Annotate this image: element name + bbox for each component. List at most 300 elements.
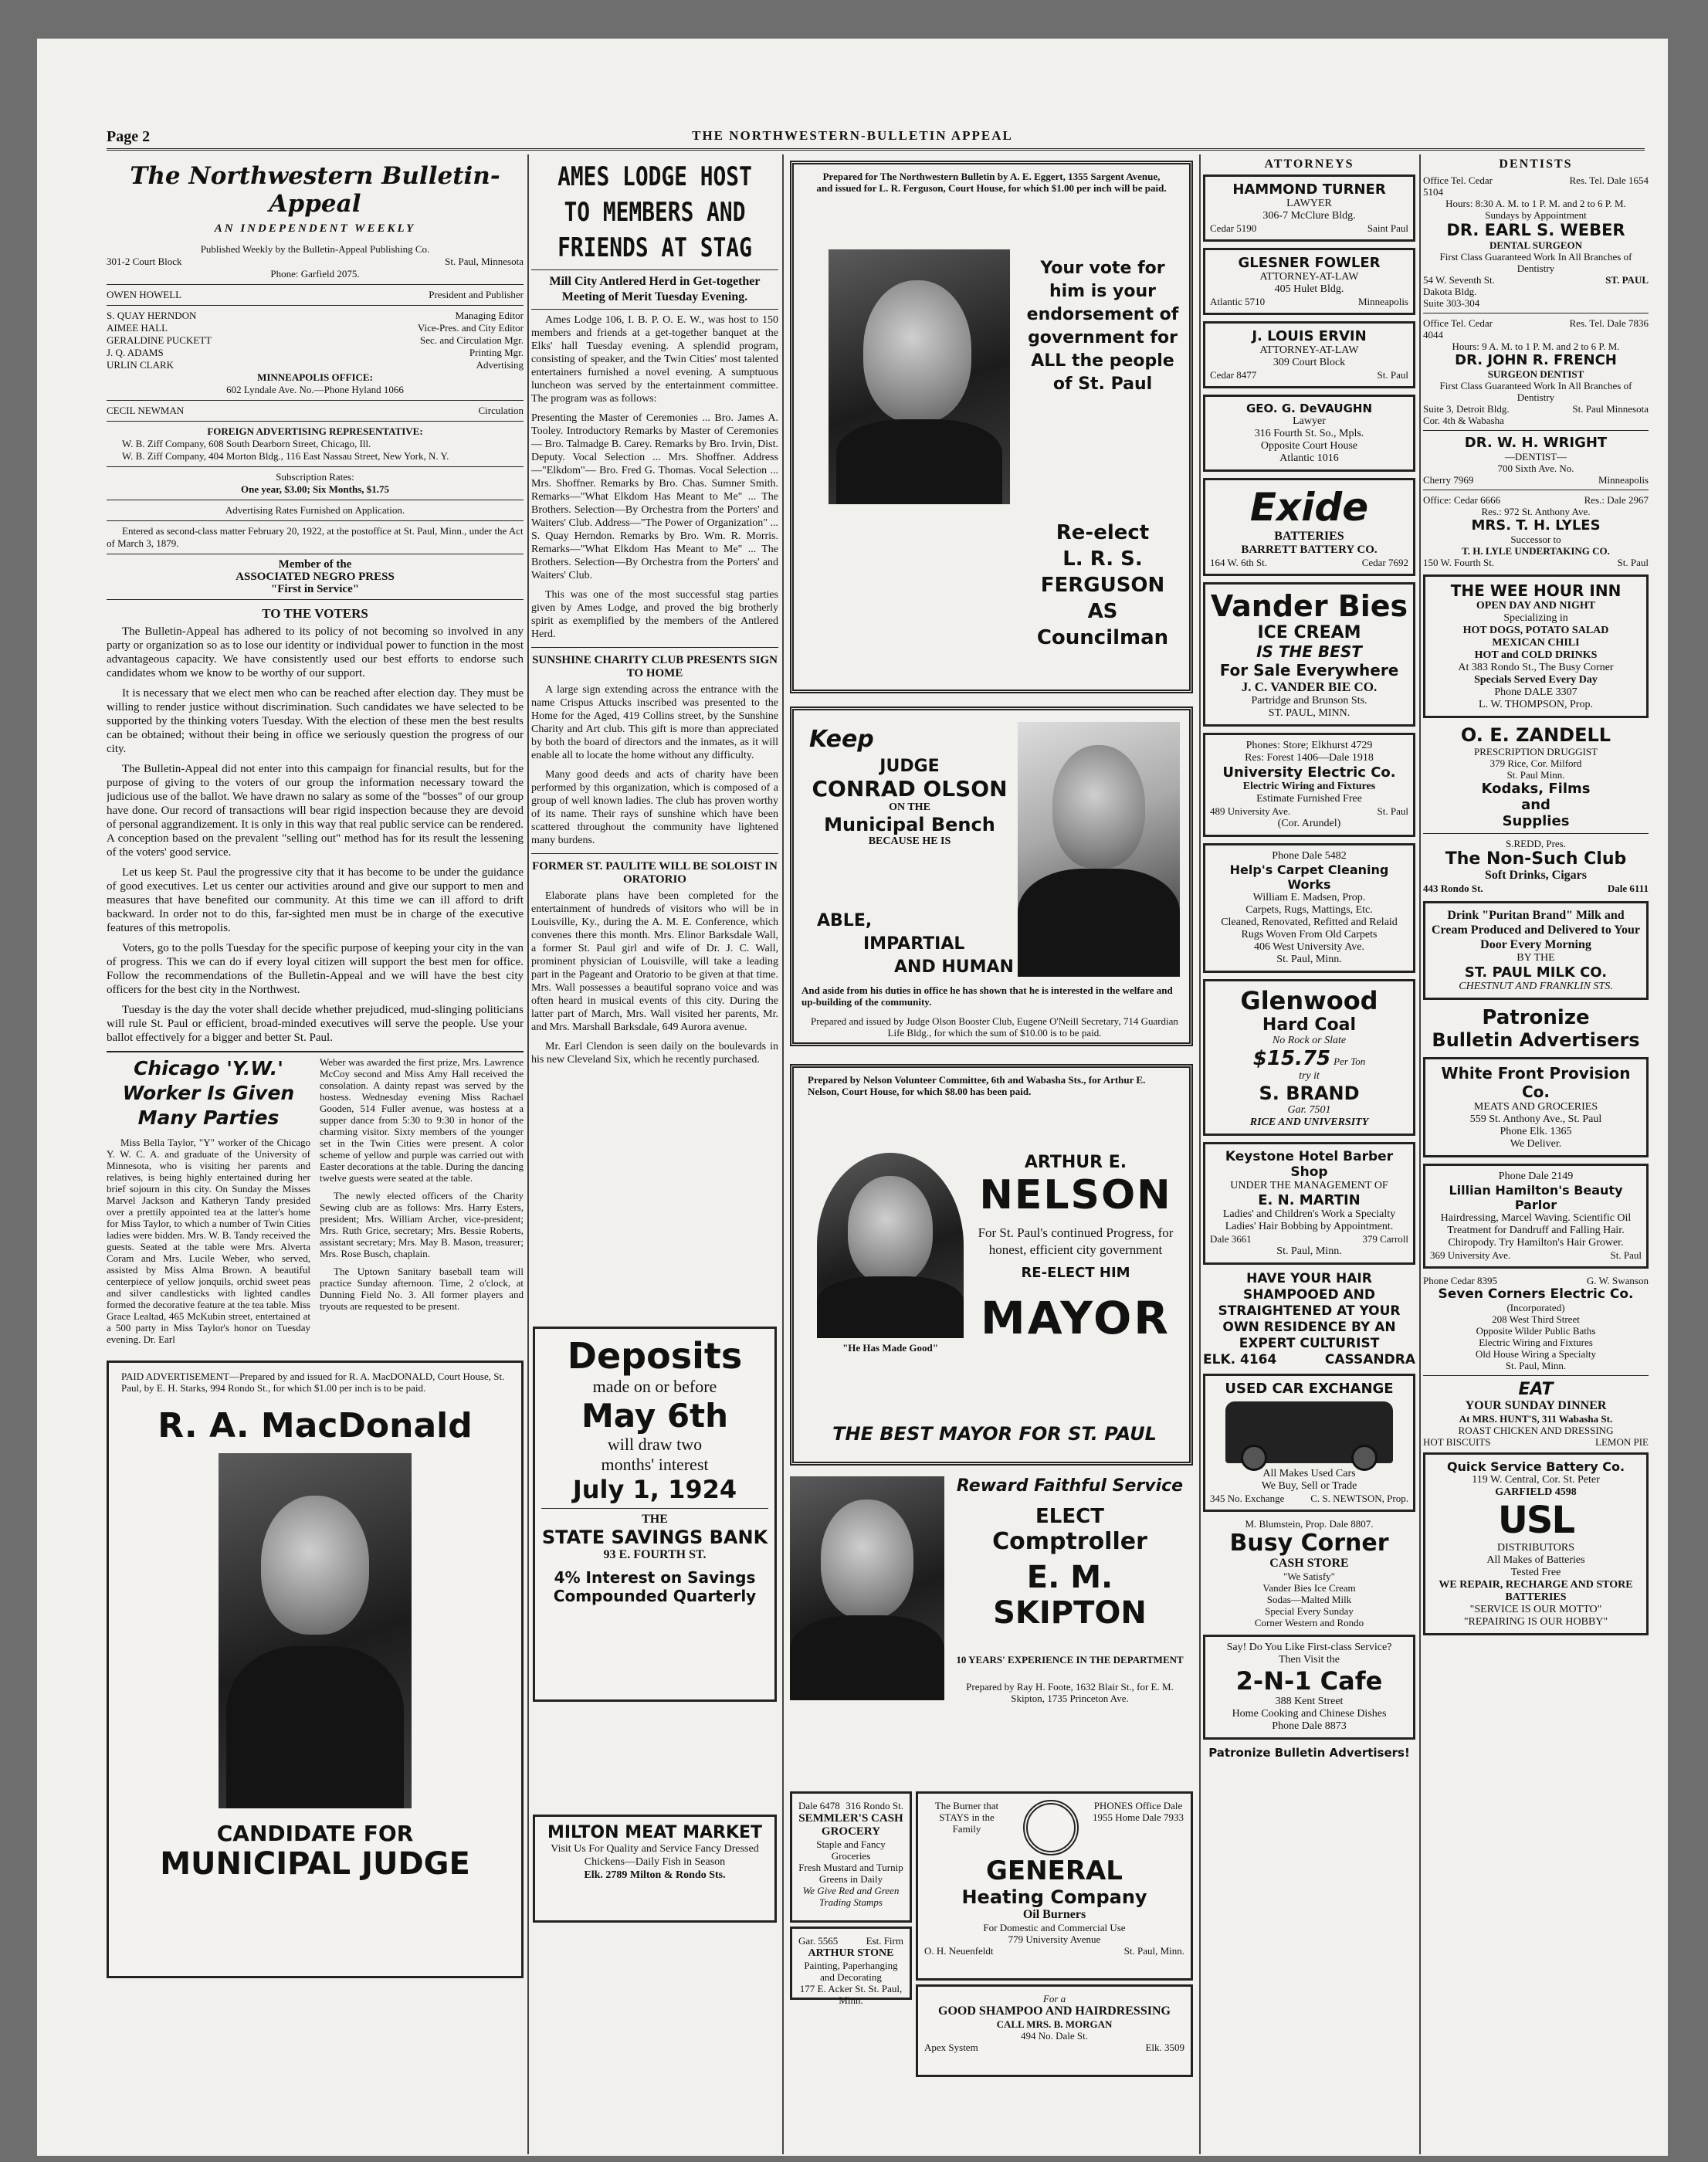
text-line: BARRETT BATTERY CO. [1241,544,1378,556]
office-city: St. Paul, Minnesota [445,256,524,267]
quality-2: IMPARTIAL [863,934,965,954]
olson-ad [790,707,1193,1046]
text-line: "We Satisfy" [1283,1571,1335,1582]
nelson-quote: "He Has Made Good" [842,1342,938,1354]
text-line: WE REPAIR, RECHARGE AND STORE BATTERIES [1439,1579,1633,1603]
text-line: Hairdressing, Marcel Waving. Scientific Oil Treatment for Dandruff and Falling Hair. Chiropody. Try Hamilton's Hair Grower. [1440,1212,1632,1249]
bank-ad [533,1327,777,1702]
text-line: 494 No. Dale St. [1020,2030,1089,2042]
oratorio-paragraph: Mr. Earl Clendon is seen daily on the boulevards in his new Cleveland Six, which he recently purchased. [531,1041,778,1066]
re-elect: Re-elect [1056,521,1150,544]
text-line: ELK. 4164 [1203,1352,1277,1367]
text-line: "REPAIRING IS OUR HOBBY" [1463,1616,1608,1628]
text-line: Vander Bies [1210,589,1408,623]
text-line: Phones: Store; Elkhurst 4729 [1245,740,1373,751]
text-line: Tested Free [1510,1567,1561,1578]
olson-photo [1018,722,1180,977]
text-line: 119 W. Central, Cor. St. Peter [1472,1474,1600,1486]
text-line: GEO. G. DeVAUGHN [1245,402,1373,415]
exide-ad [1203,478,1415,576]
stone-name: ARTHUR STONE [808,1947,894,1959]
text-line: We Buy, Sell or Trade [1261,1480,1357,1492]
text-line: Phone DALE 3307 [1494,686,1578,698]
staff-name: URLIN CLARK [107,359,175,371]
text-line: Lawyer [1293,415,1326,427]
text-line: Staple and Fancy Groceries [816,1838,886,1862]
text-line: St. Paul [1377,369,1408,381]
text-line: Cor. 4th & Wabasha [1423,415,1504,426]
yw-headline: Chicago 'Y.W.' Worker Is Given Many Parties [122,1057,295,1129]
milton-meat-ad [533,1815,777,1923]
text-line: DR. EARL S. WEBER [1446,221,1625,239]
text-line: No Rock or Slate [1272,1035,1347,1046]
nonsuch-ad [1423,838,1649,895]
staff-role: President and Publisher [429,289,524,300]
text-line: try it [1299,1070,1320,1082]
text-line: Busy Corner [1229,1530,1389,1557]
text-line: L. W. THOMPSON, Prop. [1479,699,1593,710]
text-line: S. BRAND [1259,1083,1360,1104]
text-line: Dakota Bldg. [1423,286,1477,297]
ferguson-name: L. R. S. FERGUSON [1040,547,1165,597]
semmler-name: SEMMLER'S CASH GROCERY [798,1812,903,1838]
subscription-heading: Subscription Rates: [276,471,354,483]
usl-logo: USL [1497,1499,1574,1542]
text-line: J. C. VANDER BIE CO. [1241,679,1378,694]
column-rule [1199,154,1201,2154]
text-line: IS THE BEST [1256,642,1362,661]
yw-paragraph: The Uptown Sanitary baseball team will practice Sunday afternoon. Time, 2 o'clock, at Dunning Field No. 3. All former players and tryouts are requested to be present. [320,1266,524,1312]
text-line: DR. JOHN R. FRENCH [1455,352,1617,368]
semmler-ad [790,1791,912,1923]
yw-article [107,1056,524,1351]
oratorio-headline: FORMER ST. PAULITE WILL BE SOLOIST IN ORATORIO [532,860,778,886]
text-line: ST. PAUL [1605,274,1649,286]
text-line: William E. Madsen, Prop. [1252,892,1366,903]
sunshine-headline: SUNSHINE CHARITY CLUB PRESENTS SIGN TO HOME [532,654,778,679]
skipton-photo [790,1476,944,1700]
attorney-card [1203,175,1415,242]
text-line: 164 W. 6th St. [1210,557,1268,568]
editorial-paragraph: It is necessary that we elect men who can be reached after election day. They must be willing to render justice without discrimination. Such candidates we have selected to be supported by the thinking voters Tuesday. With the election of these men the best results can be obtained; without their being in office we seriously question the progress of our city. [107,687,524,755]
text-line: Phone Elk. 1365 [1500,1126,1572,1137]
text-line: 345 No. Exchange [1210,1493,1285,1504]
text-line: First Class Guaranteed Work In All Branches of Dentistry [1439,380,1632,403]
text-line: Electric Wiring and Fixtures [1242,781,1376,792]
text-line: MEATS AND GROCERIES [1473,1101,1598,1113]
office-phone: Phone: Garfield 2075. [270,268,360,280]
vanderbies-ad [1203,582,1415,727]
text-line: Estimate Furnished Free [1256,793,1362,805]
staff-name: AIMEE HALL [107,322,168,334]
text-line: Soft Drinks, Cigars [1484,869,1587,882]
running-title: THE NORTHWESTERN-BULLETIN APPEAL [692,128,1013,143]
bank-date-2: July 1, 1924 [572,1475,737,1504]
text-line: Atlantic 1016 [1279,452,1339,464]
editorial-paragraph: Voters, go to the polls Tuesday for the specific purpose of keeping your city in the van of progress. This we can do if every loyal citizen will support the best men for office. Follow the recommendations of the Bulletin-Appeal and we will have the best city officers for the best city in the Northwest. [107,942,524,996]
text-line: E. N. MARTIN [1258,1192,1361,1208]
text-line: All Makes of Batteries [1486,1554,1585,1566]
newspaper-page [37,39,1668,2156]
oratorio-paragraph: Elaborate plans have been completed for the entertainment of hundreds of visitors who will be in Louisville, Ky., during the A. M. E. Conference, which convenes there this month. Mrs. Elinor Barksdale Wall, a former St. Paul girl and wife of Dr. J. C. Wall, prominent physician of Louisville, will take a leading part in the Pageant and Oratorio to be given at that time. Mrs. Wall possesses a beautiful soprano voice and was often heard in musical events of this city. During the latter part of March, Mrs. Wall visited her parents, Mr. and Mrs. Marshall Barksdale, 649 Aurora avenue. [531,890,778,1033]
text-line: Dale 6478 [798,1800,840,1811]
keystone-ad [1203,1142,1415,1265]
text-line: CASH STORE [1269,1557,1349,1570]
column-5 [1423,154,1649,2156]
text-line: Painting, Paperhanging and Decorating [804,1960,898,1983]
text-line: Electric Wiring and Fixtures [1479,1337,1593,1348]
bank-address: 93 E. FOURTH ST. [603,1548,707,1561]
text-line: The Burner that STAYS in the Family [934,1800,999,1835]
subscription-rates: One year, $3.00; Six Months, $1.75 [241,483,389,495]
nelson-slogan: For St. Paul's continued Progress, for honest, efficient city government [978,1225,1174,1257]
text-line: Ladies' and Children's Work a Specialty [1222,1208,1396,1220]
ferguson-callout [1025,520,1180,651]
text-line: St. Paul Minnesota [1572,403,1649,415]
text-line: Successor to [1510,534,1561,545]
text-line: The Non-Such Club [1445,849,1627,869]
yw-paragraph: Weber was awarded the first prize, Mrs. Lawrence McCoy second and Miss Amy Hall received the consolation. A dainty repast was served by the hostess. Wednesday evening Miss Rachael Gooden, 514 Fuller avenue, was hostess at a supper dance from 5:30 to 9:30 in honor of the charming visitor. Sixty members of the younger set in the Twin Cities were present. A color scheme of yellow and purple was carried out with Easter decorations at the table. During the dancing twelve guests were seated at the table. [320,1056,524,1184]
ames-program: Presenting the Master of Ceremonies ... Bro. James A. Tooley. Introductory Remarks by Master of Ceremonies— Bro. Talmadge B. Carey. Remarks by Bro. Irvin, Dist. Deputy. Vocal Selection ... Mrs. Shoffner. Address—"Elkdom"— Bro. Fred G. Thomas. Vocal Selection ... Mrs. Shoffner. Remarks by Bro. Chas. Sumner Smith. Remarks—"What Elkdom Has Meant to Me" ... The Brothers. Selection—By Orchestra from the Porters' and Waiters' Club. Address—"The Power of Organization" ... S. Quay Herndon. Remarks by Bro. Wm. R. Morris. Remarks—"What Elkdom Has Meant to Me" ... The Brothers. Selection—By Orchestra from the Porters' and Waiters' Club. [531,412,778,581]
candidate-name: R. A. MacDonald [158,1406,473,1445]
entered-notice: Entered as second-class matter February 20, 1922, at the postoffice at St. Paul, Minn., under the Act of March 3, 1879. [107,525,524,549]
ames-paragraph: This was one of the most successful stag parties given by Ames Lodge, and proved the big brotherly spirit as exemplified by the members of the Antlered Herd. [531,589,778,640]
lillian-ad [1423,1164,1649,1269]
text-line: ST. PAUL, MINN. [1268,707,1350,719]
paid-notice: Prepared and issued by Judge Olson Booster Club, Eugene O'Neill Secretary, 714 Guardian Life Bldg., for which the sum of $10.00 is to be paid. [811,1015,1178,1039]
text-line: 443 Rondo St. [1423,883,1483,894]
column-rule [782,154,784,2154]
quality-3: AND HUMAN [894,957,1014,977]
text-line: CHESTNUT AND FRANKLIN STS. [1459,981,1613,992]
bank-interest-2: Compounded Quarterly [553,1587,757,1605]
general-name: GENERAL [986,1855,1123,1886]
text-line: Lillian Hamilton's Beauty Parlor [1449,1183,1623,1212]
candidate-office: MUNICIPAL JUDGE [160,1846,470,1882]
milton-address: Elk. 2789 Milton & Rondo Sts. [584,1869,726,1881]
text-line: Cedar 8477 [1210,369,1257,381]
masthead-tagline: AN INDEPENDENT WEEKLY [214,222,416,235]
attorney-card [1203,248,1415,315]
text-line: "SERVICE IS OUR MOTTO" [1469,1604,1602,1615]
text-line: DENTAL SURGEON [1489,239,1583,251]
text-line: MRS. T. H. LYLES [1471,517,1601,534]
staff-name: OWEN HOWELL [107,289,182,300]
masthead: The Northwestern Bulletin-Appeal [130,162,500,218]
seven-corners-ad [1423,1275,1649,1371]
olson-aside: And aside from his duties in office he has shown that he is interested in the welfare and up-building of the community. [801,984,1173,1008]
on-the: ON THE [889,801,930,813]
shampoo-ad [916,1984,1193,2077]
candidate-photo [219,1453,412,1808]
milton-name: MILTON MEAT MARKET [547,1823,763,1842]
text-line: Home Cooking and Chinese Dishes [1232,1708,1387,1720]
text-line: O. H. Neuenfeldt [924,1945,994,1957]
busy-corner-ad [1203,1518,1415,1628]
member-of: Member of the [278,558,352,571]
text-line: Specializing in [1503,612,1568,624]
skipton-tagline: Reward Faithful Service [956,1476,1184,1496]
text-line: 489 University Ave. [1210,805,1291,817]
staff-row [107,359,524,371]
text-line: Keystone Hotel Barber Shop [1225,1149,1394,1180]
text-line: Atlantic 5710 [1210,296,1266,307]
staff-name: GERALDINE PUCKETT [107,334,212,346]
text-line: Oil Burners [1022,1908,1086,1921]
milk-ad [1423,901,1649,1000]
weber-ad [1423,175,1649,309]
text-line: St. Paul, Minn. [1505,1360,1567,1371]
staff-row [107,289,524,301]
stone-ad [790,1926,912,2006]
text-line: Dale 6111 [1607,883,1649,894]
keep-label: Keep [809,726,874,753]
attorneys-heading: ATTORNEYS [1264,158,1354,171]
text-line: CALL MRS. B. MORGAN [996,2018,1113,2030]
wee-hour-inn-ad [1423,574,1649,718]
text-line: S.REDD, Pres. [1505,838,1566,849]
text-line: Seven Corners Electric Co. [1438,1286,1634,1302]
comptroller-label: Comptroller [992,1528,1147,1555]
text-line: YOUR SUNDAY DINNER [1465,1399,1607,1412]
text-line: At MRS. HUNT'S, 311 Wabasha St. [1459,1413,1613,1425]
text-line: PRESCRIPTION DRUGGIST [1474,746,1598,757]
text-line: We Deliver. [1510,1138,1562,1150]
text-line: Phone Cedar 8395 [1423,1275,1498,1286]
staff-role: Vice-Pres. and City Editor [417,322,524,334]
text-line: 559 St. Anthony Ave., St. Paul [1469,1113,1602,1125]
ames-subhead: Mill City Antlered Herd in Get-together Meeting of Merit Tuesday Evening. [549,275,761,303]
text-line: DR. W. H. WRIGHT [1464,435,1608,451]
text-line: Opposite Wilder Public Baths [1476,1325,1596,1337]
text-line: St. Paul [1617,557,1649,568]
column-4 [1203,154,1415,2156]
skipton-experience: 10 YEARS' EXPERIENCE IN THE DEPARTMENT [956,1654,1184,1666]
text-line: Apex System [924,2042,978,2053]
paid-notice: Prepared for The Northwestern Bulletin by A. E. Eggert, 1355 Sargent Avenue, and issued for L. R. Ferguson, Court House, for which $1.00 per inch will be paid. [816,171,1167,194]
attorney-card [1203,321,1415,388]
nelson-ad [790,1064,1193,1466]
text-line: LEMON PIE [1595,1436,1649,1448]
text-line: 54 W. Seventh St. [1423,274,1495,286]
staff-row [107,334,524,347]
page-header [37,39,1668,154]
publisher-line: Published Weekly by the Bulletin-Appeal Publishing Co. [200,243,430,255]
text-line: USED CAR EXCHANGE [1225,1381,1394,1397]
text-line: ROAST CHICKEN AND DRESSING [1458,1425,1614,1436]
text-line: OPEN DAY AND NIGHT [1476,600,1596,612]
text-line: All Makes Used Cars [1262,1468,1356,1479]
text-line: DISTRIBUTORS [1496,1542,1575,1554]
text-line: Suite 303-304 [1423,297,1480,309]
skipton-name: E. M. SKIPTON [993,1560,1147,1631]
text-line: Dale 3661 [1210,1233,1252,1245]
text-line: Res.: Dale 2967 [1584,494,1649,506]
text-line: We Give Red and Green Trading Stamps [802,1885,900,1908]
bank-the: THE [642,1513,668,1526]
text-line: Phone Dale 2149 [1498,1171,1574,1182]
editorial-paragraph: Tuesday is the day the voter shall decide whether prejudiced, mud-slinging politicians will rule St. Paul or efficient, broad-minded executives will serve the people. Use your ballot effectively for a bigger and better St. Paul. [107,1004,524,1044]
french-ad [1423,317,1649,426]
text-line: 316 Fourth St. So., Mpls. [1254,428,1364,439]
white-front-ad [1423,1057,1649,1157]
header-rule [107,148,1645,151]
eat-ad [1423,1380,1649,1448]
text-line: Hours: 9 A. M. to 1 P. M. and 2 to 6 P. M. [1452,341,1620,352]
text-line: Corner Western and Rondo [1254,1617,1364,1628]
foreign-rep-1: W. B. Ziff Company, 608 South Dearborn Street, Chicago, Ill. [122,438,371,449]
nelson-tagline: THE BEST MAYOR FOR ST. PAUL [832,1423,1157,1445]
text-line: (Incorporated) [1506,1302,1565,1313]
spiral-icon [1023,1800,1079,1855]
nelson-first: ARTHUR E. [1024,1153,1127,1172]
ferguson-slogan: Your vote for him is your endorsement of government for ALL the people of St. Paul [1026,259,1179,394]
text-line: Hard Coal [1262,1015,1357,1035]
text-line: Saint Paul [1367,222,1408,234]
text-line: Special Every Sunday [1265,1605,1354,1617]
text-line: J. LOUIS ERVIN [1252,328,1367,344]
text-line: First Class Guaranteed Work In All Branches of Dentistry [1439,251,1632,274]
text-line: ATTORNEY-AT-LAW [1259,271,1359,283]
text-line: —DENTIST— [1504,451,1567,463]
skipton-ad [790,1476,1193,1785]
page-number: Page 2 [107,128,151,145]
column-rule [1419,154,1421,2154]
editorial-headline: TO THE VOTERS [262,606,368,621]
text-line: HOT and COLD DRINKS [1474,649,1598,661]
patronize-heading-2: Bulletin Advertisers [1432,1029,1640,1051]
text-line: Quick Service Battery Co. [1446,1459,1625,1474]
glenwood-ad [1203,979,1415,1136]
bank-date: May 6th [581,1397,729,1435]
text-line: Supplies [1502,813,1570,829]
text-line: Partridge and Brunson Sts. [1251,695,1367,707]
advertising-rates: Advertising Rates Furnished on Application. [225,504,405,516]
text-line: Res: Forest 1406—Dale 1918 [1245,752,1374,764]
bank-headline: Deposits [567,1335,743,1377]
text-line: St. Paul, Minn. [1123,1945,1184,1957]
ames-paragraph: Ames Lodge 106, I. B. P. O. E. W., was host to 150 members and friends at a get-together banquet at the Elks' hall Tuesday evening. A splendid program, consisting of speaker, and the Twin Cities' most talented entertainers furnished a novel evening. A sumptuous luncheon was served by the entertainment committee. The program was as follows: [531,314,778,405]
text-line: 309 Court Block [1273,357,1346,368]
staff-role: Printing Mgr. [469,347,524,358]
text-line: Glenwood [1240,986,1378,1015]
text-line: Office Tel. Cedar 4044 [1423,317,1493,341]
column-1 [107,154,524,2156]
staff-role: Advertising [476,359,524,371]
text-line: For a [1042,1993,1066,2004]
general-name-2: Heating Company [961,1886,1147,1908]
text-line: ATTORNEY-AT-LAW [1259,344,1359,356]
text-line: Sodas—Malted Milk [1266,1594,1352,1605]
text-line: ICE CREAM [1257,623,1361,642]
text-line: Carpets, Rugs, Mattings, Etc. [1245,904,1373,916]
text-line: 379 Carroll [1362,1233,1408,1245]
paid-notice: Prepared by Nelson Volunteer Committee, 6th and Wabasha Sts., for Arthur E. Nelson, Court House, for which $8.00 has been paid. [808,1074,1146,1097]
ferguson-office: Councilman [1036,626,1169,649]
paid-notice: Prepared by Ray H. Foote, 1632 Blair St., for E. M. Skipton, 1735 Princeton Ave. [966,1681,1174,1704]
editorial-paragraph: The Bulletin-Appeal did not enter into this campaign for financial results, but for the purpose of giving to the voters of our group the information necessary toward the judicious use of the ballot. We have drawn no salary as some of the "bosses" of our group have done. Our record of transactions will bear rigid inspection because they are devoid of personal aggrandizement. It is only in this way that real public service can be rendered. A conception based on the prevalent "selling out" method has for its result the lessening of the voters' good service. [107,763,524,859]
shampoo-headline: GOOD SHAMPOO AND HAIRDRESSING [938,2004,1171,2018]
text-line: 2-N-1 Cafe [1235,1666,1383,1696]
text-line: CASSANDRA [1324,1352,1415,1367]
editorial-paragraph: The Bulletin-Appeal has adhered to its policy of not becoming so involved in any party or organization so as to lose our identity or individual power to function in the most advantageous capacity. We have consistently used our best efforts to endorse such candidates whom we know to be worthy of our support. [107,625,524,679]
text-line: Res. Tel. Dale 1654 [1569,175,1649,186]
text-line: C. S. NEWTSON, Prop. [1310,1493,1408,1504]
text-line: Minneapolis [1358,296,1408,307]
patronize-footer: Patronize Bulletin Advertisers! [1208,1746,1410,1760]
text-line: Gar. 7501 [1287,1104,1331,1116]
re-elect-him: RE-ELECT HIM [1021,1265,1130,1281]
text-line: Per Ton [1334,1056,1366,1067]
text-line: GLESNER FOWLER [1238,255,1381,271]
column-2 [531,154,778,1320]
yw-paragraph: The newly elected officers of the Charity Sewing club are as follows: Mrs. Harry Esters, president; Mrs. William Archer, vice-president; Mrs. Ruth Grice, secretary; Mrs. Bessie Roberts, assistant secretary; Mrs. May B. Mason, treasurer; Mrs. Rose Busch, chaplain. [320,1190,524,1259]
dentists-heading: DENTISTS [1499,158,1573,171]
text-line: St. Paul, Minn. [1276,954,1342,965]
text-line: GARFIELD 4598 [1495,1486,1577,1498]
text-line: (Cor. Arundel) [1277,818,1341,829]
staff-row [107,347,524,359]
text-line: SURGEON DENTIST [1487,368,1584,380]
car-icon [1225,1401,1393,1463]
text-line: Cedar 7692 [1361,557,1408,568]
text-line: 316 Rondo St. [846,1800,903,1811]
text-line: Opposite Court House [1260,440,1358,452]
text-line: Kodaks, Films [1481,781,1591,797]
text-line: UNDER THE MANAGEMENT OF [1230,1180,1388,1191]
text-line: 369 University Ave. [1430,1249,1511,1261]
zandell-ad [1423,724,1649,829]
text-line: MEXICAN CHILI [1492,637,1580,649]
sunshine-paragraph: Many good deeds and acts of charity have been performed by this organization, which is composed of a group of well known ladies. The club has proven worthy of its name. Their rays of sunshine which have been scattered throughout the community have lightened many burdens. [531,769,778,846]
text-line: For Sale Everywhere [1219,661,1399,679]
as-label: AS [1087,600,1118,623]
staff-name: S. QUAY HERNDON [107,310,197,321]
text-line: 405 Hulet Bldg. [1274,283,1344,295]
help-carpet-ad [1203,843,1415,973]
text-line: Old House Wiring a Specialty [1476,1348,1596,1360]
text-line: ST. PAUL MILK CO. [1464,964,1608,981]
text-line: St. Paul [1377,805,1408,817]
foreign-rep-2: W. B. Ziff Company, 404 Morton Bldg., 116 East Nassau Street, New York, N. Y. [122,450,449,462]
lyles-ad [1423,494,1649,568]
cafe-ad [1203,1635,1415,1740]
text-line: 150 W. Fourth St. [1423,557,1495,568]
ferguson-photo [829,249,1010,504]
mpls-office-heading: MINNEAPOLIS OFFICE: [257,371,373,383]
text-line: BY THE [1517,952,1555,964]
text-line: HAMMOND TURNER [1232,181,1386,198]
text-line: 406 West University Ave. [1253,941,1364,953]
text-line: Res.: 972 St. Anthony Ave. [1481,506,1591,517]
staff-role: Circulation [478,405,524,416]
quality-1: ABLE, [817,911,873,930]
used-car-ad [1203,1374,1415,1512]
text-line: At 383 Rondo St., The Busy Corner [1458,662,1614,673]
text-line: University Electric Co. [1222,764,1396,781]
text-line: Est. Firm [866,1935,903,1947]
text-line: RICE AND UNIVERSITY [1249,1117,1369,1128]
attorney-card [1203,395,1415,472]
sunshine-paragraph: A large sign extending across the entrance with the name Crispus Attucks inscribed was presented to the Home for the Aged, 419 Collins street, by the Sunshine Charity and Art club. This gift is more than appreciated by both the board of directors and the inmates, as it will enable all to locate the home without any difficulty. [531,684,778,761]
text-line: Ladies' Hair Bobbing by Appointment. [1225,1221,1394,1232]
text-line: Cherry 7969 [1423,474,1474,486]
text-line: PHONES Office Dale 1955 Home Dale 7933 [1092,1800,1184,1823]
text-line: Gar. 5565 [798,1935,839,1947]
text-line: Office: Cedar 6666 [1423,494,1501,506]
text-line: Fresh Mustard and Turnip [798,1862,903,1873]
bank-interest: 4% Interest on Savings [554,1568,756,1587]
